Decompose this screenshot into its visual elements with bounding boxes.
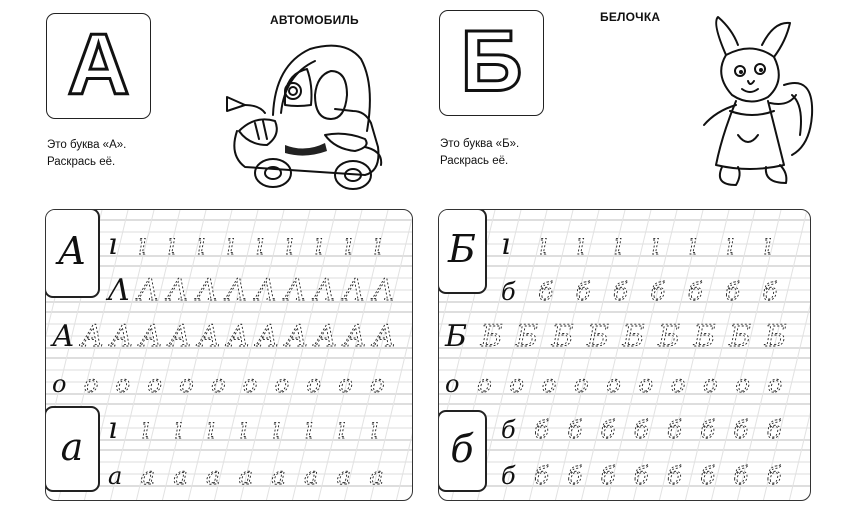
tracing-glyph: б [534,416,549,444]
slant-line [396,210,413,501]
tracing-glyph: Б [445,319,468,354]
slant-line [214,210,284,501]
slant-line [266,210,336,501]
tracing-glyph: А [139,319,163,354]
tracing-glyph: ı [538,227,548,262]
tracing-glyph: б [700,416,715,444]
tracing-glyph: о [83,370,99,398]
tracing-glyph: А [81,319,104,354]
tracing-glyph: о [574,370,589,398]
tracing-glyph: б [501,462,516,490]
tracing-glyph: б [600,462,616,490]
tracing-glyph: ı [137,227,148,262]
tracing-glyph: о [767,370,783,398]
tracing-glyph: б [667,416,682,444]
tracing-glyph: А [256,319,279,354]
tracing-glyph: о [242,370,258,398]
tracing-glyph: ı [501,227,511,262]
tracing-glyph: ı [613,227,623,262]
tracing-glyph: б [567,462,583,490]
word-rest: ВТОМОБИЛЬ [278,13,359,27]
tracing-glyph: А [110,319,134,354]
tracing-glyph: о [115,370,131,398]
tracing-glyph: Λ [343,273,365,308]
tracing-glyph: б [700,462,715,490]
lower-cursive-tab-b [438,410,487,492]
tracing-glyph: Λ [255,273,277,308]
tracing-glyph: А [197,319,221,354]
tracing-glyph: А [372,319,396,354]
tracing-glyph: ı [108,411,118,446]
tracing-glyph: о [509,370,524,398]
tracing-glyph: Б [516,319,539,354]
tracing-glyph: ı [304,411,314,446]
tracing-glyph: б [725,278,740,306]
ruled-lines-b [439,210,811,501]
tracing-glyph: Λ [137,273,160,308]
tracing-glyph: Λ [196,273,218,308]
tracing-glyph: ı [238,411,249,446]
tracing-glyph: а [140,462,155,490]
tracing-glyph: ı [173,411,183,446]
tracing-glyph: о [606,370,621,398]
letter-b-outline: Б [460,13,523,110]
tracing-glyph: ı [650,227,661,262]
tracing-glyph: б [762,278,778,306]
tracing-glyph: Б [622,319,645,354]
tracing-glyph: а [336,462,351,490]
tracing-glyph: ı [687,227,698,262]
tracing-glyph: о [274,370,290,398]
tracing-glyph: А [314,319,338,354]
tracing-glyph: ı [140,411,151,446]
caption-line-2: Раскрась её. [440,155,509,167]
word-avtomobil [270,13,359,27]
tracing-glyph: о [703,370,718,398]
tracing-glyph: б [567,416,583,444]
tracing-glyph: ı [575,227,586,262]
tracing-glyph: Б [729,319,752,354]
tracing-glyph: а [304,462,319,490]
tracing-glyph: А [52,319,75,354]
tracing-glyph: б [650,278,666,306]
squirrel-picture [692,15,822,195]
caption-b [440,136,519,170]
tracing-glyph: о [370,370,385,398]
tracing-glyph: о [477,370,492,398]
caption-line-1: Это буква «Б». [440,138,520,150]
tracing-glyph: Б [658,319,681,354]
tracing-glyph: Б [587,319,610,354]
tracing-glyph: а [238,462,253,490]
cursive-lower-a: а [60,425,84,470]
tracing-glyph: ı [196,227,206,262]
writing-panel-a [45,209,413,501]
tracing-glyph: б [687,278,703,306]
car-picture [215,35,390,195]
tracing-glyph: Λ [313,273,336,308]
tracing-glyph: б [613,278,628,306]
tracing-glyph: б [766,462,782,490]
tracing-glyph: б [600,416,616,444]
tracing-glyph: ı [166,227,177,262]
tracing-glyph: о [735,370,750,398]
tracing-glyph: о [338,370,353,398]
tracing-glyph: о [306,370,321,398]
tracing-glyph: ı [206,411,216,446]
tracing-glyph: ı [762,227,773,262]
cursive-upper-a: А [57,229,87,274]
tracing-glyph: о [211,370,226,398]
upper-cursive-tab-a [45,209,100,298]
tracing-glyph: А [227,319,250,354]
word-first-letter: А [270,13,279,27]
slant-line [789,210,811,501]
cursive-upper-b: Б [448,227,476,272]
tracing-glyph: о [541,370,557,398]
tracing-glyph: ı [284,227,295,262]
tracing-glyph: Б [693,319,716,354]
tracing-glyph: ı [369,411,379,446]
tracing-glyph: А [285,319,309,354]
tracing-glyph: б [633,416,649,444]
tracing-glyph: Б [551,319,574,354]
tracing-glyph: б [534,462,549,490]
tracing-glyph: ı [271,411,281,446]
tracing-glyph: о [638,370,654,398]
tracing-glyph: Λ [284,273,307,308]
tracing-glyph: а [173,462,188,490]
word-first-letter: Б [600,10,609,24]
tracing-glyph: а [369,462,384,490]
tracing-glyph: ı [343,227,353,262]
tracing-glyph: б [766,416,782,444]
tracing-glyph: а [206,462,221,490]
slant-line [477,210,547,501]
tracing-glyph: б [733,416,749,444]
lower-cursive-tab-a [45,406,100,492]
letter-card-b [439,10,544,116]
upper-cursive-tab-b [438,209,487,294]
cursive-lower-b: б [450,427,474,472]
tracing-glyph: б [501,278,516,306]
caption-line-2: Раскрась её. [47,156,116,168]
tracing-glyph: б [667,462,682,490]
letter-card-a [46,13,151,119]
tracing-glyph: ı [225,227,236,262]
tracing-glyph: б [733,462,749,490]
tracing-glyph: б [538,278,554,306]
writing-panel-b [438,209,811,501]
tracing-glyph: о [179,370,194,398]
tracing-glyph: А [343,319,367,354]
tracing-glyph: Λ [372,273,395,308]
tracing-glyph: о [445,370,460,398]
caption-a [47,137,126,171]
tracing-glyph: о [52,370,67,398]
word-belochka [600,10,660,24]
tracing-glyph: ı [336,411,347,446]
tracing-glyph: А [168,319,192,354]
tracing-glyph: Λ [166,273,189,308]
tracing-glyph: Λ [225,273,248,308]
tracing-glyph: а [271,462,286,490]
tracing-glyph: б [501,416,516,444]
tracing-glyph: ı [725,227,735,262]
tracing-glyph: о [147,370,162,398]
tracing-glyph: ı [108,227,118,262]
tracing-glyph: а [108,462,123,490]
slant-line [240,210,310,501]
ruled-lines-a [46,210,413,501]
word-rest: ЕЛОЧКА [608,10,661,24]
tracing-glyph: ı [255,227,265,262]
tracing-glyph: б [633,462,649,490]
tracing-glyph: ı [372,227,383,262]
tracing-glyph: Б [480,319,503,354]
tracing-glyph: Б [764,319,787,354]
tracing-glyph: б [575,278,591,306]
tracing-glyph: Λ [108,273,130,308]
tracing-glyph: ı [313,227,324,262]
tracing-glyph: о [670,370,686,398]
caption-line-1: Это буква «А». [47,139,127,151]
letter-a-outline: А [67,16,130,113]
